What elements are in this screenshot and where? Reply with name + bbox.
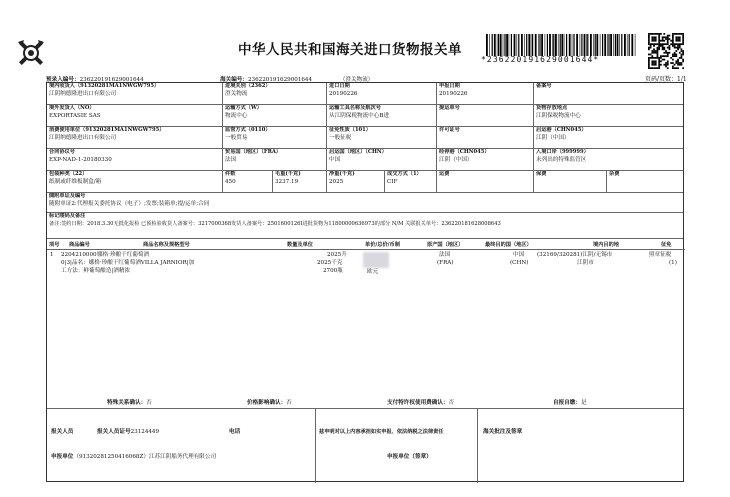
legal-statement: 兹申明对以上内容承担如实申报、依法纳税之法律责任 [319,429,444,435]
supervision-value: 一般贸易 [225,135,248,141]
declarant-label: 报关人员 [51,429,74,435]
net-weight-value: 2025 [329,179,344,185]
row-shipper: 境外发货人（NO） EXPORTASIE SAS 运输方式（W） 物流中心 运输工具名称及航次号 从江阴保税物流中心B进 提运单号 货物存放地点 江阴保税物流中心 [47,105,683,127]
vessel-value: 从江阴保税物流中心B进 [329,113,390,119]
remarks-value: 备注:签约日期：2018.3.30无抵化报检 已预检验收货人备案号：3217000368发货人备案号：2501600126I进批货物为11800000636973的部分 N/M 关联报关单号：236220181628008643 [49,221,501,227]
price-influence-confirm: 价格影响确认：否 [247,400,292,406]
col-header-price: 单价/总价/币制 [365,242,400,248]
customs-number-line: 海关编号：236220191629001644 （澄关物流） [220,77,374,83]
self-declare-confirm: 自报自缴：是 [553,400,587,406]
row-user: 消费使用单位（91320281MA1NWGW795） 江阴纳德隆进出口有限公司 监管方式（0110） 一般贸易 征免性质（101） 一般征税 许可证号 启运港（CHN045） 江阴（中国） [47,127,683,149]
phone-label: 电话 [229,429,241,435]
transit-port-value: 江阴（中国） [439,157,473,163]
pieces-value: 450 [225,179,236,185]
row-documents: 随附单证及编号 随附单证2:代理报关委托协议（电子）;发票;装箱单;提/运单;合同 [47,193,683,213]
customs-emblem-icon [14,36,48,70]
barcode-icon [486,34,638,56]
document-title: 中华人民共和国海关进口货物报关单 [238,42,462,58]
row-contract: 合同协议号 EXP-NAD-1-20180330 贸易国（地区）（FRA） 法国 启运国（地区）（CHN） 中国 经停港（CHN045） 江阴（中国） 入境口岸（999999） 未列出的特殊监管区 [47,149,683,171]
departure-port-value: 江阴（中国） [536,135,570,141]
col-header-origin: 原产国（地区） [427,242,464,248]
row-remarks: 标记唛码及备注 备注:签约日期：2018.3.30无抵化报检 已预检验收货人备案号：3217000368发货人备案号：2501600126I进批货物为11800000636973的部分 N/M 关联报关单号：236220181628008643 [47,213,683,239]
customs-annotation: 海关批注及签章 [483,429,523,435]
port-value: 澄关物流 [225,91,248,97]
footer-section [47,409,683,483]
documents-value: 随附单证2:代理报关委托协议（电子）;发票;装箱单;提/运单;合同 [49,201,210,207]
special-relationship-confirm: 特殊关系确认：否 [107,400,152,406]
royalty-confirm: 支付特许权使用费确认：否 [387,400,455,406]
entry-port-value: 未列出的特殊监管区 [536,157,587,163]
declarant-id: 报关人员证号23124449 [97,429,160,435]
contract-value: EXP-NAD-1-20180330 [49,157,112,163]
col-header-code: 商品编号 [69,242,90,248]
col-header-name: 商品名称及规格型号 [143,242,190,248]
preentry-number-line: 预录入编号：236220191629001644 [46,77,144,83]
transport-value: 物流中心 [225,113,248,119]
package-value: 纸制或纤维板制盒/箱 [49,179,102,185]
declaring-unit: 申报单位（91320281250416068Z）江苏江阴船务代理有限公司 [51,454,217,460]
consignee-value: 江阴纳德隆进出口有限公司 [49,91,117,97]
gross-weight-value: 3237.19 [275,179,299,185]
col-header-domestic: 境内目的地 [593,242,619,248]
declaring-unit-seal: 申报单位（签章） [387,454,432,460]
col-header-tax: 征免 [661,242,672,248]
tax-nature-value: 一般征税 [329,135,352,141]
redacted-price [363,252,389,268]
row-package: 包装种类（22） 纸制或纤维板制盒/箱 件数 450 毛重(千克) 3237.19 净重(千克) 2025 成交方式（1） CIF 运费 保费 杂费 [47,171,683,193]
goods-items-section: 项号 商品编号 商品名称及规格型号 数量及单位 单价/总价/币制 原产国（地区） 最终目的国（地区） 境内目的地 征免 1 2204210000 娜格·珍酿干红葡萄酒 0|3|品名：娜格·珍酿干红葡萄酒VILLA JARNIOR|加 工方法：鲜葡萄酿造|酒精浓 2025升 2025千克 2700瓶 欧元 法国 (FRA) 中国 (CHN) (32169/320281)江阴/无锡市 江阴市 照章征税 (1) 特殊关系确认：否 价格影响确认：否 支付特许权使用费确认：否 自报自缴：是 [47,239,683,409]
trade-country-value: 法国 [225,157,237,163]
declare-date-value: 20190226 [439,91,468,97]
qr-code-icon [648,33,684,69]
row-consignee: 境内收货人（91320281MA1NWGW795） 江阴纳德隆进出口有限公司 进境关别（2362） 澄关物流 进口日期 20190226 申报日期 20190226 备案号 [47,83,683,105]
import-date-value: 20190226 [329,91,358,97]
declaration-grid [46,82,684,482]
col-header-no: 项号 [49,242,60,248]
page-number: 页码/页数：1/1 [645,76,687,83]
col-header-qty: 数量及单位 [287,242,313,248]
consumer-value: 江阴纳德隆进出口有限公司 [49,135,117,141]
storage-place-value: 江阴保税物流中心 [536,113,581,119]
trade-terms-value: CIF [387,179,398,185]
shipper-value: EXPORTASIE SAS [49,113,101,119]
origin-country-value: 中国 [329,157,341,163]
col-header-dest: 最终目的国（地区） [485,242,532,248]
barcode-text: *236220191629001644* [481,55,600,64]
